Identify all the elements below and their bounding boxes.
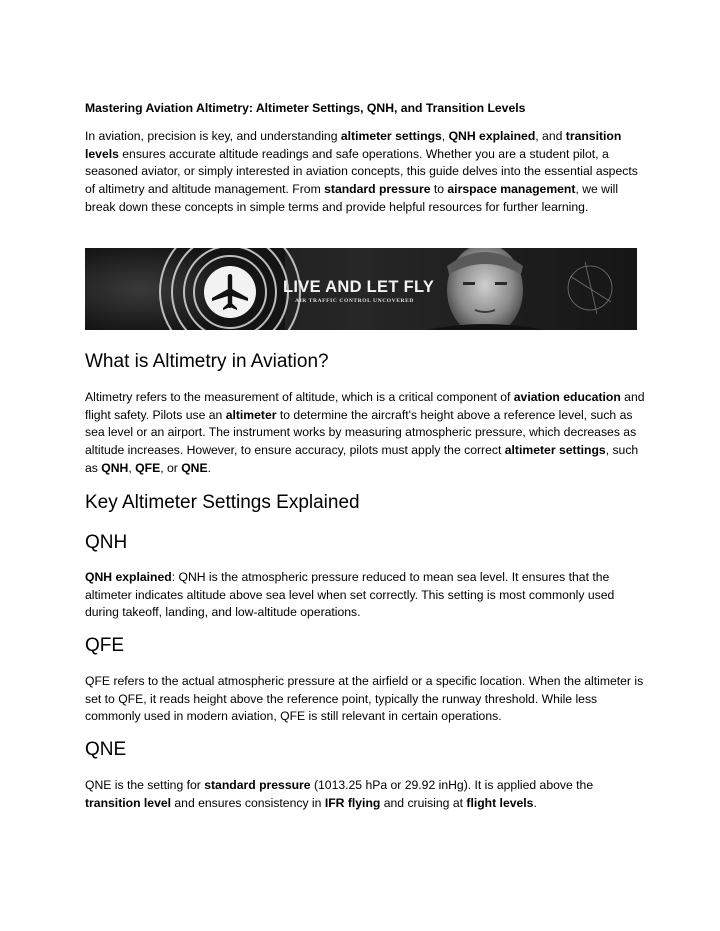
- text-run: Altimetry refers to the measurement of altitude, which is a critical component of: [85, 390, 514, 404]
- text-run: and cruising at: [380, 795, 467, 810]
- text-run: , and: [535, 129, 566, 143]
- text-run: , such as: [85, 443, 639, 475]
- altimetry-paragraph: [85, 389, 645, 478]
- text-run: ensures accurate altitude readings and safe operations. Whether you are a student pilot, a seasoned aviator, or simply interested in aviation concepts, this guide delves into the essential aspects of altimetry and altitude management. From: [85, 146, 638, 197]
- bold-term: QNH explained: [448, 129, 536, 143]
- text-run: In aviation, precision is key, and understanding: [85, 129, 341, 143]
- bold-term: altimeter settings: [340, 129, 442, 143]
- bold-term: altimeter settings: [504, 443, 606, 458]
- bold-term: QNE: [181, 460, 208, 475]
- bold-term: airspace management: [447, 182, 576, 197]
- bold-term: standard pressure: [204, 778, 311, 792]
- text-run: (1013.25 hPa or 29.92 inHg). It is applied above the: [310, 778, 594, 792]
- text-run: QFE refers to the actual atmospheric pressure at the airfield or a specific location. When the altimeter is set to QFE, it reads height above the reference point, typically the runway threshold. While less commonly used in modern aviation, QFE is still relevant in certain operations.: [85, 674, 644, 724]
- qnh-paragraph: [85, 569, 645, 622]
- bold-term: IFR flying: [324, 795, 381, 810]
- bold-term: standard pressure: [324, 182, 431, 197]
- bold-term: aviation education: [513, 390, 621, 404]
- text-run: .: [533, 795, 537, 810]
- bold-term: QFE: [135, 460, 161, 475]
- heading-key-settings: Key Altimeter Settings Explained: [85, 492, 360, 513]
- text-run: and ensures consistency in: [171, 795, 325, 810]
- text-run: to: [430, 182, 448, 197]
- heading-qfe: QFE: [85, 635, 125, 656]
- text-run: ,: [128, 460, 136, 475]
- bold-term: altimeter: [225, 407, 277, 422]
- text-run: , we will break down these concepts in simple terms and provide helpful resources for further learning.: [85, 182, 619, 214]
- intro-paragraph: [85, 128, 645, 217]
- qne-paragraph: [85, 777, 645, 812]
- banner-title: LIVE AND LET FLY: [283, 278, 435, 296]
- text-run: .: [207, 460, 212, 475]
- document-title: Mastering Aviation Altimetry: Altimeter Settings, QNH, and Transition Levels: [85, 101, 526, 115]
- live-and-let-fly-banner: [85, 248, 637, 330]
- bold-term: flight levels: [466, 795, 534, 810]
- text-run: : QNH is the atmospheric pressure reduced to mean sea level. It ensures that the altimeter indicates altitude above sea level when set correctly. This setting is most commonly used during takeoff, landing, and low-altitude operations.: [85, 570, 615, 620]
- heading-qnh: QNH: [85, 532, 128, 553]
- text-run: and flight safety. Pilots use an: [85, 390, 645, 422]
- text-run: QNE is the setting for: [85, 778, 205, 792]
- bold-term: QNH: [101, 460, 129, 475]
- bold-term: transition levels: [85, 129, 622, 161]
- heading-altimetry: What is Altimetry in Aviation?: [85, 351, 329, 372]
- heading-qne: QNE: [85, 739, 127, 760]
- text-run: , or: [160, 460, 182, 475]
- banner-subtitle: AIR TRAFFIC CONTROL UNCOVERED: [295, 298, 414, 304]
- bold-term: QNH explained: [85, 570, 172, 584]
- bold-term: transition level: [85, 795, 172, 810]
- qfe-paragraph: [85, 673, 645, 726]
- text-run: to determine the aircraft's height above a reference level, such as sea level or an airport. The instrument works by measuring atmospheric pressure, which decreases as altitude increases. However, to ensure accuracy, pilots must apply the correct: [85, 407, 637, 458]
- text-run: ,: [441, 129, 449, 143]
